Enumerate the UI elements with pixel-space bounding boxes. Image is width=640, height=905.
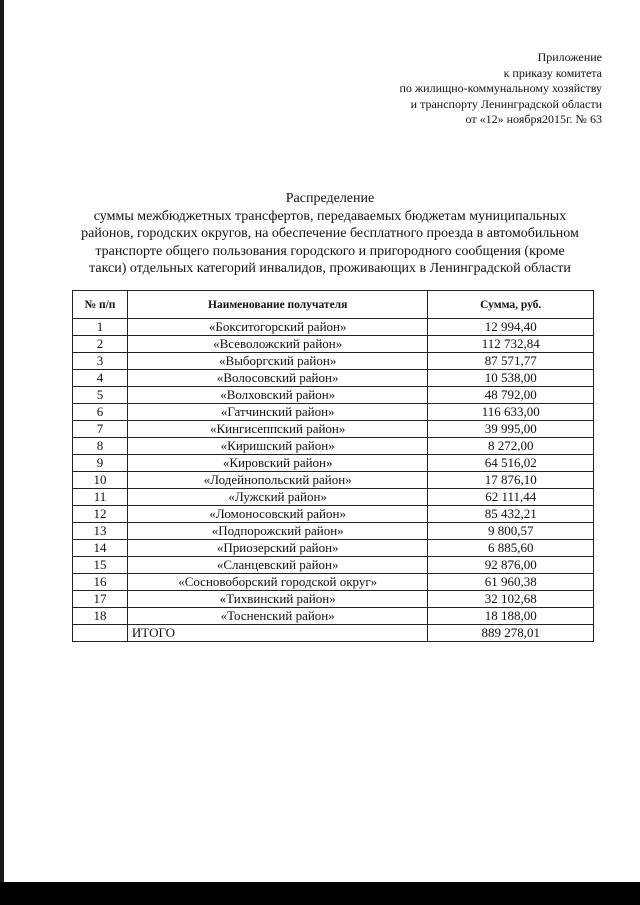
table-row [73,540,594,557]
row-number: 3 [73,353,128,370]
row-number: 8 [73,438,128,455]
recipient-name: «Бокситогорский район» [127,319,428,336]
table-row [73,472,594,489]
total-sum: 889 278,01 [428,625,594,642]
recipient-name: «Лодейнопольский район» [127,472,428,489]
row-number: 7 [73,421,128,438]
table-row [73,489,594,506]
transfer-sum: 39 995,00 [428,421,594,438]
transfer-sum: 62 111,44 [428,489,594,506]
table-row [73,319,594,336]
recipient-name: «Сланцевский район» [127,557,428,574]
appendix-line: Приложение [537,50,602,64]
distribution-table [72,290,594,642]
recipient-name: «Тосненский район» [127,608,428,625]
table-row [73,523,594,540]
recipient-name: «Всеволожский район» [127,336,428,353]
table-row [73,557,594,574]
transfer-sum: 48 792,00 [428,387,594,404]
recipient-name: «Ломоносовский район» [127,506,428,523]
heading-line: районов, городских округов, на обеспечение бесплатного проезда в автомобильном [81,226,579,241]
heading-line: такси) отдельных категорий инвалидов, проживающих в Ленинградской области [89,261,571,276]
total-row [73,625,594,642]
transfer-sum: 64 516,02 [428,455,594,472]
row-number: 1 [73,319,128,336]
recipient-name: «Выборгский район» [127,353,428,370]
recipient-name: «Волховский район» [127,387,428,404]
document-title: Распределение [285,191,375,206]
column-header-recipient: Наименование получателя [127,291,428,319]
recipient-name: «Гатчинский район» [127,404,428,421]
scan-edge-left [0,0,4,905]
row-number: 13 [73,523,128,540]
column-header-sum: Сумма, руб. [428,291,594,319]
table-row [73,370,594,387]
column-header-number: № п/п [73,291,128,319]
row-number: 2 [73,336,128,353]
row-number: 4 [73,370,128,387]
row-number: 14 [73,540,128,557]
row-number: 5 [73,387,128,404]
table-row [73,404,594,421]
row-number: 17 [73,591,128,608]
table-row [73,353,594,370]
transfer-sum: 87 571,77 [428,353,594,370]
transfer-sum: 8 272,00 [428,438,594,455]
total-label: ИТОГО [127,625,428,642]
transfer-sum: 17 876,10 [428,472,594,489]
transfer-sum: 116 633,00 [428,404,594,421]
table-body [73,319,594,625]
transfer-sum: 61 960,38 [428,574,594,591]
recipient-name: «Тихвинский район» [127,591,428,608]
table-row [73,574,594,591]
row-number: 6 [73,404,128,421]
appendix-line: от «12» ноября2015г. № 63 [465,112,602,127]
total-number-cell [73,625,128,642]
recipient-name: «Волосовский район» [127,370,428,387]
table-row [73,608,594,625]
transfer-sum: 92 876,00 [428,557,594,574]
table-row [73,591,594,608]
table-row [73,438,594,455]
heading-line: суммы межбюджетных трансфертов, передаваемых бюджетам муниципальных [93,208,567,224]
recipient-name: «Киришский район» [127,438,428,455]
transfer-sum: 10 538,00 [428,370,594,387]
heading-line: транспорте общего пользования городского и пригородного сообщения (кроме [95,243,565,259]
table-row [73,421,594,438]
recipient-name: «Лужский район» [127,489,428,506]
recipient-name: «Подпорожский район» [127,523,428,540]
table-row [73,455,594,472]
recipient-name: «Кингисеппский район» [127,421,428,438]
table-row [73,336,594,353]
transfer-sum: 9 800,57 [428,523,594,540]
recipient-name: «Сосновоборский городской округ» [127,574,428,591]
row-number: 10 [73,472,128,489]
table-header-row [73,291,594,319]
transfer-sum: 112 732,84 [428,336,594,353]
transfer-sum: 85 432,21 [428,506,594,523]
transfer-sum: 12 994,40 [428,319,594,336]
appendix-line: и транспорту Ленинградской области [410,96,602,111]
row-number: 15 [73,557,128,574]
row-number: 9 [73,455,128,472]
row-number: 18 [73,608,128,625]
table-row [73,387,594,404]
row-number: 16 [73,574,128,591]
appendix-block [399,50,602,128]
recipient-name: «Приозерский район» [127,540,428,557]
transfer-sum: 18 188,00 [428,608,594,625]
table-row [73,506,594,523]
row-number: 12 [73,506,128,523]
row-number: 11 [73,489,128,506]
appendix-line: по жилищно-коммунальному хозяйству [399,81,602,96]
scan-edge-bottom [0,882,640,905]
transfer-sum: 32 102,68 [428,591,594,608]
recipient-name: «Кировский район» [127,455,428,472]
appendix-line: к приказу комитета [503,65,602,80]
document-heading [60,190,600,278]
transfer-sum: 6 885,60 [428,540,594,557]
